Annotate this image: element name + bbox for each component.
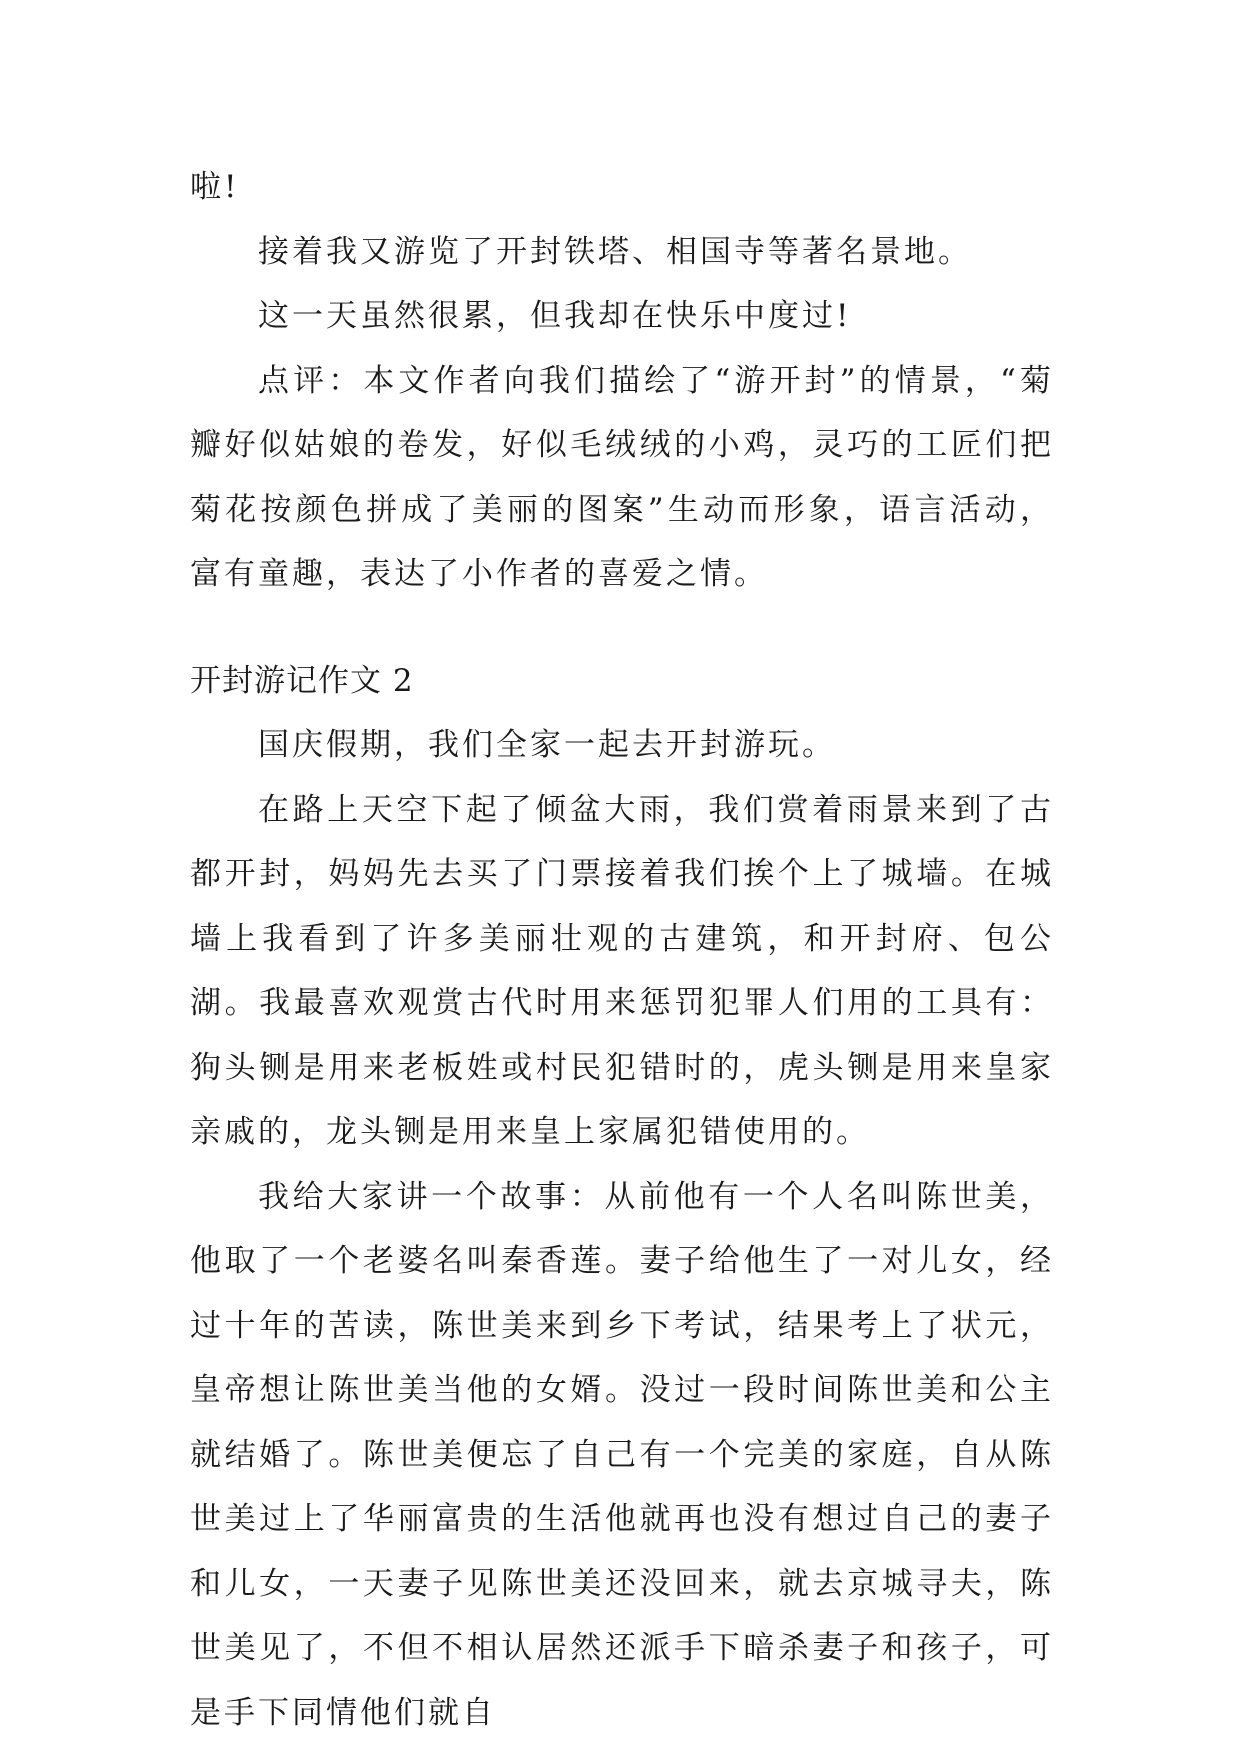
continuation-line: 啦! xyxy=(190,169,240,205)
paragraph-city-wall: 在路上天空下起了倾盆大雨，我们赏着雨景来到了古都开封，妈妈先去买了门票接着我们挨个上了城墙。在城墙上我看到了许多美丽壮观的古建筑，和开封府、包公湖。我最喜欢观赏古代时用来惩罚犯罪人们用的工具有：狗头铡是用来老板姓或村民犯错时的，虎头铡是用来皇家亲戚的，龙头铡是用来皇上家属犯错使用的。 xyxy=(190,791,1054,1150)
paragraph-commentary: 点评：本文作者向我们描绘了“游开封”的情景，“菊瓣好似姑娘的卷发，好似毛绒绒的小鸡，灵巧的工匠们把菊花按颜色拼成了美丽的图案”生动而形象，语言活动，富有童趣，表达了小作者的喜爱之情。 xyxy=(190,362,1054,592)
paragraph-national-day: 国庆假期，我们全家一起去开封游玩。 xyxy=(258,727,836,763)
paragraph-happy-day: 这一天虽然很累，但我却在快乐中度过! xyxy=(258,298,852,334)
paragraph-story: 我给大家讲一个故事：从前他有一个人名叫陈世美，他取了一个老婆名叫秦香莲。妻子给他生了一对儿女，经过十年的苦读，陈世美来到乡下考试，结果考上了状元，皇帝想让陈世美当他的女婿。没过一段时间陈世美和公主就结婚了。陈世美便忘了自己有一个完美的家庭，自从陈世美过上了华丽富贵的生活他就再也没有想过自己的妻子和儿女，一天妻子见陈世美还没回来，就去京城寻夫，陈世美见了，不但不相认居然还派手下暗杀妻子和孩子，可是手下同情他们就自 xyxy=(190,1178,1054,1731)
paragraph-scenic-spots: 接着我又游览了开封铁塔、相国寺等著名景地。 xyxy=(258,233,972,270)
document-body xyxy=(190,155,1054,1745)
essay-title: 开封游记作文 2 xyxy=(190,662,414,699)
